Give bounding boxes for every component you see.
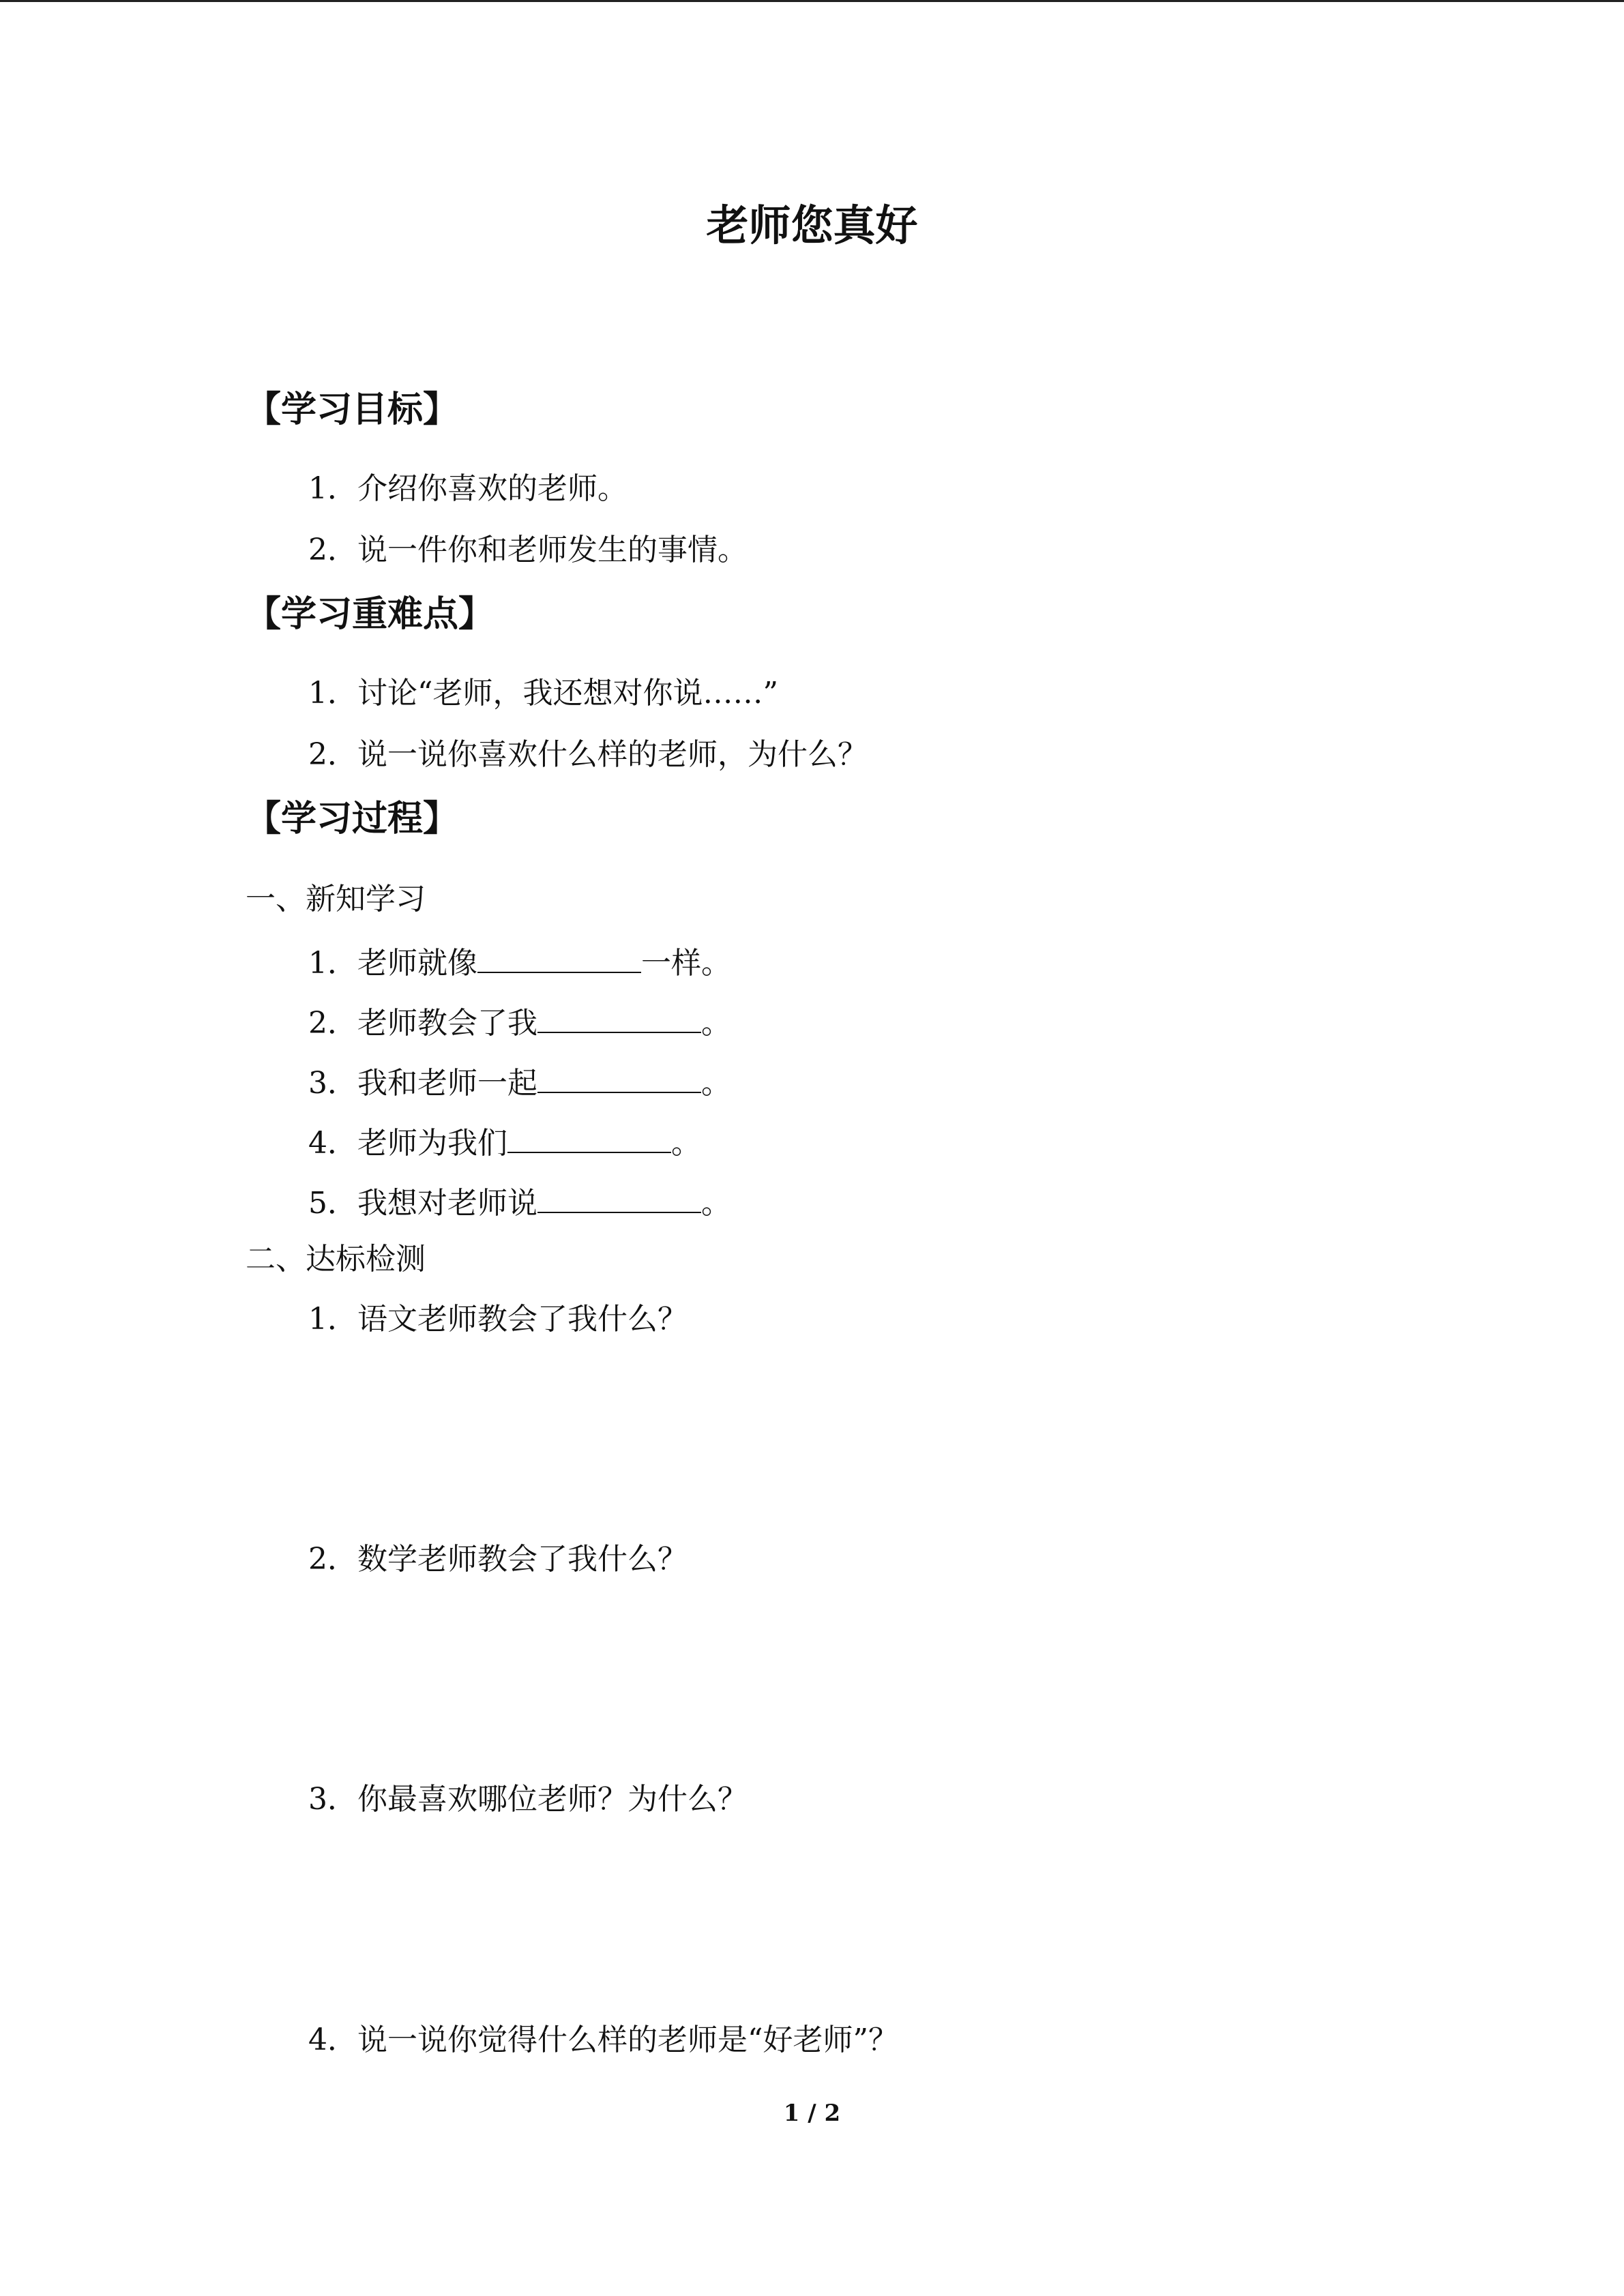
- answer-blank[interactable]: [537, 1064, 701, 1093]
- goal-item: 2．说一件你和老师发生的事情。: [308, 533, 748, 567]
- fill-blank-item: [308, 1184, 731, 1219]
- page-title: 老师您真好: [706, 200, 918, 250]
- fill-blank-item: [308, 944, 731, 979]
- fill-blank-prefix: 5．我想对老师说: [308, 1186, 537, 1221]
- part-title-assessment: 二、达标检测: [246, 1242, 426, 1277]
- answer-blank[interactable]: [537, 1184, 701, 1213]
- fill-blank-item: [308, 1124, 701, 1159]
- key-point-item: 1．讨论“老师，我还想对你说……”: [308, 676, 778, 711]
- assessment-question: 2．数学老师教会了我什么？: [308, 1542, 688, 1577]
- section-heading-goals: 【学习目标】: [246, 389, 459, 430]
- fill-blank-suffix: 。: [701, 1066, 731, 1101]
- fill-blank-item: [308, 1064, 731, 1099]
- top-border-rule: [0, 0, 1624, 2]
- answer-blank[interactable]: [477, 944, 641, 973]
- fill-blank-suffix: 一样。: [641, 946, 731, 981]
- page-number: 1 / 2: [783, 2100, 841, 2127]
- goal-item: 1．介绍你喜欢的老师。: [308, 471, 628, 506]
- key-point-item: 2．说一说你喜欢什么样的老师，为什么？: [308, 737, 868, 772]
- fill-blank-suffix: 。: [671, 1126, 701, 1161]
- fill-blank-prefix: 2．老师教会了我: [308, 1006, 537, 1041]
- fill-blank-suffix: 。: [701, 1186, 731, 1221]
- part-title-new-knowledge: 一、新知学习: [246, 882, 426, 916]
- section-heading-key-points: 【学习重难点】: [246, 594, 494, 635]
- fill-blank-suffix: 。: [701, 1006, 731, 1041]
- assessment-question: 1．语文老师教会了我什么？: [308, 1302, 688, 1337]
- assessment-question: 4．说一说你觉得什么样的老师是“好老师”？: [308, 2023, 898, 2057]
- answer-blank[interactable]: [507, 1124, 671, 1153]
- fill-blank-prefix: 1．老师就像: [308, 946, 477, 981]
- fill-blank-prefix: 4．老师为我们: [308, 1126, 507, 1161]
- section-heading-process: 【学习过程】: [246, 799, 459, 839]
- fill-blank-prefix: 3．我和老师一起: [308, 1066, 537, 1101]
- fill-blank-item: [308, 1004, 731, 1039]
- assessment-question: 3．你最喜欢哪位老师？为什么？: [308, 1782, 748, 1817]
- answer-blank[interactable]: [537, 1004, 701, 1033]
